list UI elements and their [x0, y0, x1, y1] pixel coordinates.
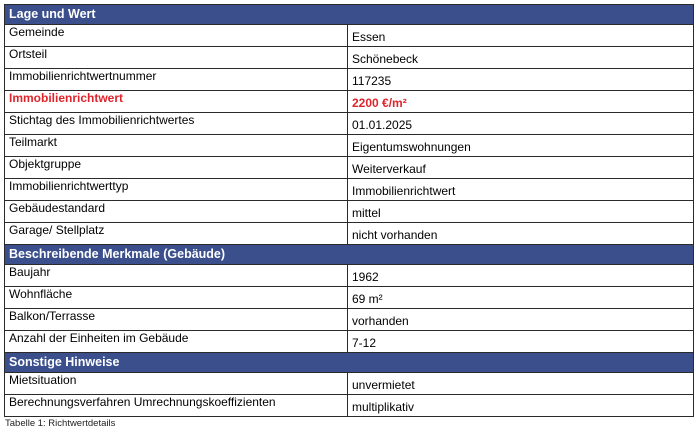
row-value: mittel — [352, 206, 381, 220]
table-row — [5, 25, 693, 47]
table-row — [5, 395, 693, 416]
section-header: Beschreibende Merkmale (Gebäude) — [5, 245, 693, 265]
row-value: 1962 — [352, 270, 379, 284]
table-section — [4, 352, 694, 417]
row-label: Berechnungsverfahren Umrechnungskoeffizienten — [5, 395, 348, 416]
row-label: Immobilienrichtwerttyp — [5, 179, 348, 200]
row-label: Garage/ Stellplatz — [5, 223, 348, 244]
row-value: Immobilienrichtwert — [352, 184, 456, 198]
table-row — [5, 91, 693, 113]
table-row — [5, 179, 693, 201]
table-section — [4, 244, 694, 352]
row-value: 01.01.2025 — [352, 118, 413, 132]
table-row — [5, 287, 693, 309]
row-value: 117235 — [352, 74, 392, 88]
row-value: 2200 €/m² — [352, 96, 407, 110]
row-label: Ortsteil — [5, 47, 348, 68]
table-row — [5, 47, 693, 69]
row-value: Essen — [352, 30, 386, 44]
row-label: Baujahr — [5, 265, 348, 286]
row-label: Gemeinde — [5, 25, 348, 46]
table-row — [5, 113, 693, 135]
section-header: Lage und Wert — [5, 5, 693, 25]
row-label: Balkon/Terrasse — [5, 309, 348, 330]
table-row — [5, 331, 693, 352]
row-label: Stichtag des Immobilienrichtwertes — [5, 113, 348, 134]
row-label: Mietsituation — [5, 373, 348, 394]
row-value: 69 m² — [352, 292, 383, 306]
row-label: Objektgruppe — [5, 157, 348, 178]
row-label: Anzahl der Einheiten im Gebäude — [5, 331, 348, 352]
table-row — [5, 223, 693, 244]
row-value: unvermietet — [352, 378, 415, 392]
row-value: Eigentumswohnungen — [352, 140, 471, 154]
table-row — [5, 373, 693, 395]
row-label: Immobilienrichtwert — [5, 91, 348, 112]
row-label: Immobilienrichtwertnummer — [5, 69, 348, 90]
table-caption: Tabelle 1: Richtwertdetails — [5, 418, 116, 429]
table-row — [5, 157, 693, 179]
row-label: Teilmarkt — [5, 135, 348, 156]
table-row — [5, 135, 693, 157]
section-header: Sonstige Hinweise — [5, 353, 693, 373]
table-row — [5, 69, 693, 91]
row-value: nicht vorhanden — [352, 228, 438, 242]
row-value: Schönebeck — [352, 52, 419, 66]
row-label: Gebäudestandard — [5, 201, 348, 222]
table-row — [5, 201, 693, 223]
table-row — [5, 265, 693, 287]
row-value: multiplikativ — [352, 400, 415, 414]
table-row — [5, 309, 693, 331]
row-value: 7-12 — [352, 336, 377, 350]
richtwert-table — [4, 4, 694, 417]
row-value: vorhanden — [352, 314, 409, 328]
row-value: Weiterverkauf — [352, 162, 426, 176]
row-label: Wohnfläche — [5, 287, 348, 308]
table-section — [4, 4, 694, 244]
